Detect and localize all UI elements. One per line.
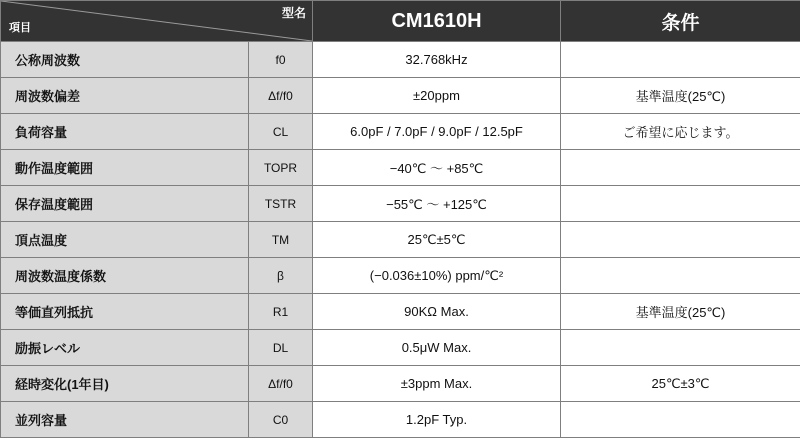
model-name-header: CM1610H [313,1,561,42]
parameter-value: 32.768kHz [313,42,561,78]
table-row [1,366,800,402]
parameter-name: 保存温度範囲 [1,186,249,222]
parameter-value: ±3ppm Max. [313,366,561,402]
parameter-symbol: TSTR [249,186,313,222]
table-row [1,294,800,330]
table-row [1,78,800,114]
item-header-label: 項目 [9,19,31,35]
parameter-condition: 基準温度(25℃) [561,78,800,114]
table-row [1,402,800,438]
parameter-condition: ご希望に応じます。 [561,114,800,150]
parameter-value: ±20ppm [313,78,561,114]
parameter-symbol: CL [249,114,313,150]
parameter-name: 動作温度範囲 [1,150,249,186]
parameter-name: 負荷容量 [1,114,249,150]
corner-header [1,1,313,42]
parameter-value: (−0.036±10%) ppm/℃² [313,258,561,294]
parameter-condition [561,330,800,366]
parameter-name: 励振レベル [1,330,249,366]
model-header-label: 型名 [282,4,306,21]
parameter-symbol: Δf/f0 [249,78,313,114]
header-row [1,1,800,42]
parameter-name: 経時変化(1年目) [1,366,249,402]
condition-header: 条件 [561,1,800,42]
parameter-symbol: C0 [249,402,313,438]
parameter-name: 公称周波数 [1,42,249,78]
parameter-condition [561,222,800,258]
parameter-symbol: Δf/f0 [249,366,313,402]
table-row [1,258,800,294]
parameter-name: 周波数温度係数 [1,258,249,294]
table-row [1,42,800,78]
parameter-name: 並列容量 [1,402,249,438]
parameter-condition: 基準温度(25℃) [561,294,800,330]
table-row [1,330,800,366]
table-row [1,186,800,222]
parameter-condition [561,42,800,78]
parameter-name: 周波数偏差 [1,78,249,114]
parameter-value: 25℃±5℃ [313,222,561,258]
parameter-condition [561,402,800,438]
table-row [1,222,800,258]
diagonal-divider [1,1,312,41]
parameter-value: 0.5μW Max. [313,330,561,366]
parameter-value: 1.2pF Typ. [313,402,561,438]
parameter-name: 頂点温度 [1,222,249,258]
parameter-symbol: R1 [249,294,313,330]
parameter-condition: 25℃±3℃ [561,366,800,402]
parameter-symbol: β [249,258,313,294]
parameter-symbol: DL [249,330,313,366]
parameter-value: 90KΩ Max. [313,294,561,330]
parameter-value: −55℃ ～ +125℃ [313,186,561,222]
parameter-symbol: f0 [249,42,313,78]
parameter-condition [561,186,800,222]
parameter-condition [561,150,800,186]
table-row [1,114,800,150]
parameter-name: 等価直列抵抗 [1,294,249,330]
parameter-symbol: TM [249,222,313,258]
parameter-condition [561,258,800,294]
parameter-value: −40℃ ～ +85℃ [313,150,561,186]
parameter-value: 6.0pF / 7.0pF / 9.0pF / 12.5pF [313,114,561,150]
parameter-symbol: TOPR [249,150,313,186]
table-row [1,150,800,186]
